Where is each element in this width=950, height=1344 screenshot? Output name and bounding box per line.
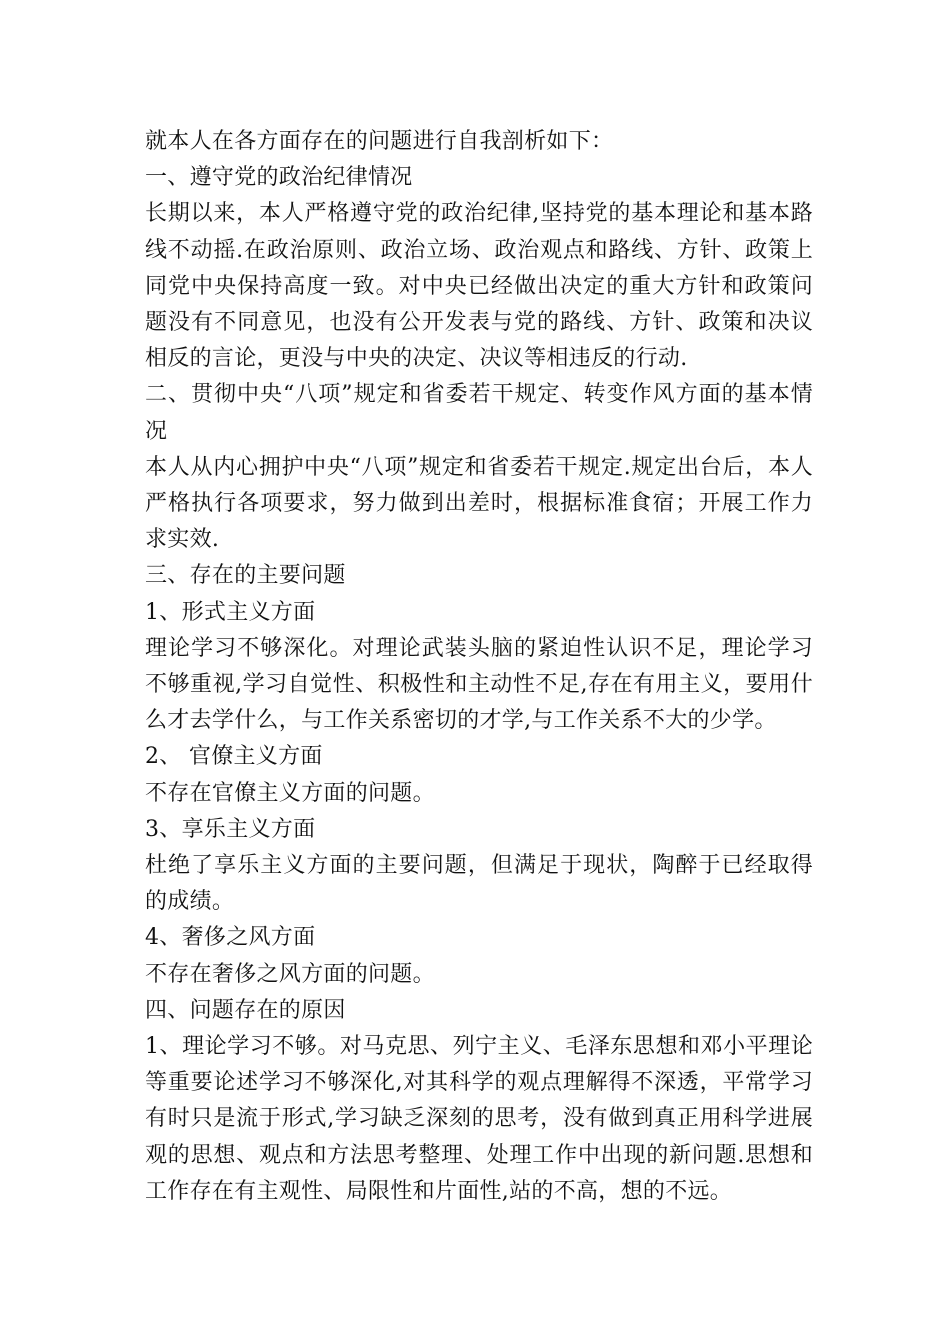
subheading-bureaucratism: 2、 官僚主义方面 [145, 744, 323, 770]
paragraph-bureaucratism: 不存在官僚主义方面的问题。 [145, 780, 435, 806]
section-heading-eight-rules: 二、贯彻中央“八项”规定和省委若干规定、转变作风方面的基本情况 [145, 382, 813, 444]
paragraph-political-discipline: 长期以来，本人严格遵守党的政治纪律,坚持党的基本理论和基本路线不动摇.在政治原则、政治立场、政治观点和路线、方针、政策上同党中央保持高度一致。对中央已经做出决定的重大方针和政策问题没有不同意见，也没有公开发表与党的路线、方针、政策和决议相反的言论，更没与中央的决定、决议等相违反的行动. [145, 201, 813, 372]
paragraph-formalism: 理论学习不够深化。对理论武装头脑的紧迫性认识不足，理论学习不够重视,学习自觉性、积极性和主动性不足,存在有用主义，要用什么才去学什么，与工作关系密切的才学,与工作关系不大的少学。 [145, 635, 813, 734]
paragraph-causes-theory-study: 1、理论学习不够。对马克思、列宁主义、毛泽东思想和邓小平理论等重要论述学习不够深化,对其科学的观点理解得不深透，平常学习有时只是流于形式,学习缺乏深刻的思考，没有做到真正用科学进展观的思想、观点和方法思考整理、处理工作中出现的新问题.思想和工作存在有主观性、局限性和片面性,站的不高，想的不远。 [145, 1034, 813, 1204]
subheading-formalism: 1、形式主义方面 [145, 599, 316, 625]
subheading-hedonism: 3、享乐主义方面 [145, 816, 316, 842]
subheading-extravagance: 4、奢侈之风方面 [145, 925, 316, 951]
section-heading-political-discipline: 一、遵守党的政治纪律情况 [145, 165, 413, 191]
paragraph-extravagance: 不存在奢侈之风方面的问题。 [145, 961, 435, 987]
document-body [145, 124, 813, 1210]
paragraph-eight-rules: 本人从内心拥护中央“八项”规定和省委若干规定.规定出台后，本人严格执行各项要求，努力做到出差时，根据标准食宿；开展工作力求实效. [145, 454, 813, 553]
intro-paragraph: 就本人在各方面存在的问题进行自我剖析如下： [145, 129, 614, 154]
section-heading-causes: 四、问题存在的原因 [145, 997, 346, 1023]
section-heading-main-problems: 三、存在的主要问题 [145, 563, 346, 589]
paragraph-hedonism: 杜绝了享乐主义方面的主要问题，但满足于现状，陶醉于已经取得的成绩。 [145, 853, 813, 915]
